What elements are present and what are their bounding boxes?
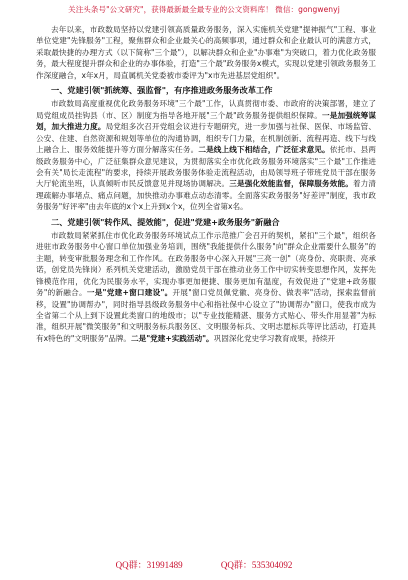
qq-group-2: QQ群：535304092	[220, 560, 293, 570]
bold-lead-phrase: 三是强化效能监督，保障服务效能。	[229, 179, 353, 189]
bold-lead-phrase: 二是线上线下相结合，广泛征求意见。	[198, 145, 330, 155]
document-body	[36, 24, 376, 344]
bold-lead-phrase: 二是"党建+实践活动"。	[131, 333, 214, 343]
paragraph-text: 市政数局高度重视优化政务服务环境"三个最"工作，认真贯彻市委、市政府的决策部署，建立了局党组成员挂钩县（市、区）制度为指导各地开展"三个最"政务服务提供组织保障。	[36, 99, 376, 120]
bold-lead-phrase: 一是加强统筹谋划，加大推进力度。	[36, 110, 377, 132]
qq-group-1: QQ群：31991489	[115, 560, 183, 570]
body-paragraph	[36, 230, 376, 345]
footer-contact	[0, 558, 408, 571]
section-heading: 二、党建引领"转作风、提效能"，促进"党建+政务服务"新融合	[51, 216, 280, 227]
paragraph-text: 巩固深化党史学习教育成果，持续开	[213, 333, 336, 343]
header-banner: 关注头条号"公文研究"，获得最新最全最专业的公文资料库！ 微信：gongwenyj	[68, 5, 340, 14]
paragraph-text: 市政数局紧紧抓住市优化政务服务环境试点工作示范推广会召开的契机，紧扣"三个最"，组织各进驻市政务服务中心窗口单位加强业务培训，围绕"我能提供什么服务"向"群众企业需要什么服务"的主题，转变审批服务理念和工作作风。在政务服务中心深入开展"三亮一创"（亮身份、亮职责、亮承诺，创党员先锋岗）系列机关党建活动，激励党员干部在推动业务工作中切实转变思想作风，发挥先锋模范作用，优化为民服务水平，实现办事更加便捷、服务更加有温度，有效促进了"党建+政务服务"的新融合。	[36, 230, 376, 298]
paragraph-text: 局党组多次召开党组会议进行专题研究，进一步加强与社保、医保、市场监管、公安、住建、自然资源和规划等单位的沟通协调，组织专门力量，在机制创新、流程再造、线下与线上融合上、服务效能提升等方面分解落实任务。	[36, 122, 377, 155]
paragraph-text: 依托市、县两级政务服务中心，广泛征集群众意见建议，为贯彻落实全市优化政务服务环境落实"三个最"工作推进会有关"局长走流程"的要求，持续开展政务服务体验走流程活动，由局领导班子带班党员干部在服务大厅轮流坐班，认真倾听市民反馈意见并现场协调解决。	[36, 145, 377, 189]
bold-lead-phrase: 一是"党建+窗口建设"。	[86, 288, 173, 298]
section-heading: 一、党建引领"抓统筹、强监督"，有序推进政务服务改革工作	[51, 85, 273, 96]
paragraph-text: 开展"窗口党员佩党徽、亮身份、做表率"活动，探索监督前移，设置"协调帮办"，同时指导县级政务服务中心和指社保中心设立了"协调帮办"窗口，使我市成为全省第二个从上到下设置此类窗口的地级市；以"专业技能精湛、服务方式贴心、带头作用显著"为标准，组织开展"微笑服务"和文明服务标兵服务区、文明服务标兵、文明志愿标兵等评比活动，打造具有x特色的"文明服务"品牌。	[36, 288, 376, 343]
body-paragraph	[36, 24, 376, 81]
body-paragraph	[36, 98, 376, 213]
paragraph-text: 去年以来，市政数局坚持以党建引领高质量政务服务，深入实施机关党建"提神振气"工程、事业单位党建"先锋服务"工程，聚焦群众和企业最关心的高频事项，通过群众和企业最认可的满意方式，采取最快捷的办理方式（以下简称"三个最"），以解决群众和企业"办事难"为突破口，着力优化政务服务，最大程度提升群众和企业的办事体验，打造"三个最"政务服务x模式，实现以党建引领政务服务工作深度融合，x年x月，局直属机关党委被市委评为"x市先进基层党组织"。	[36, 25, 376, 80]
paragraph-text: 着力清理疏解办事堵点、痛点问题，加快推动办事难点动态清零。全面落实政务服务"好差评"制度，我市政务服务"好评率"由去年底的x个x上升到x个x，位列全省第x名。	[36, 179, 377, 212]
